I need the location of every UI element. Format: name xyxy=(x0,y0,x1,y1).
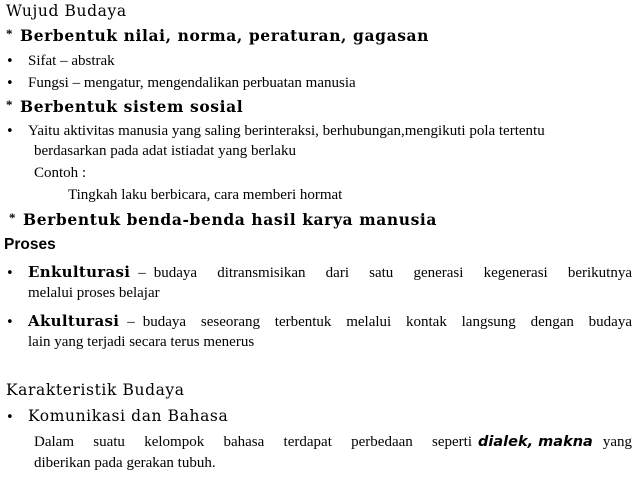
list-item-yaitu-line-2: berdasarkan pada adat istiadat yang berlaku xyxy=(34,143,296,159)
list-item-yaitu xyxy=(6,123,545,140)
section-title-karakteristik-budaya: Karakteristik Budaya xyxy=(6,381,185,399)
list-item-komunikasi xyxy=(6,407,228,425)
term-enkulturasi: Enkulturasi xyxy=(28,263,131,281)
komunikasi-line-1-italic: dialek, makna xyxy=(478,434,593,450)
star-marker: * xyxy=(6,97,14,112)
list-item-enkulturasi xyxy=(6,263,632,282)
section-title-proses: Proses xyxy=(4,236,56,253)
bullet-icon: • xyxy=(6,54,14,69)
dash: – xyxy=(127,314,135,330)
contoh-text: Tingkah laku berbicara, cara memberi hormat xyxy=(68,187,343,203)
list-item-akulturasi xyxy=(6,312,632,331)
bullet-icon: • xyxy=(6,315,14,330)
heading-berbentuk-benda-text: Berbentuk benda-benda hasil karya manusia xyxy=(23,210,438,229)
star-marker: * xyxy=(9,210,17,225)
bullet-icon: • xyxy=(6,266,14,281)
term-akulturasi: Akulturasi xyxy=(28,312,120,330)
list-item-yaitu-line-1: Yaitu aktivitas manusia yang saling berinteraksi, berhubungan,mengikuti pola tertentu xyxy=(28,123,545,139)
list-item-fungsi-text: Fungsi – mengatur, mengendalikan perbuatan manusia xyxy=(28,75,356,91)
komunikasi-paragraph-line-1 xyxy=(34,434,632,451)
akulturasi-line-1: budaya seseorang terbentuk melalui kontak langsung dengan budaya xyxy=(142,314,632,330)
heading-berbentuk-nilai-text: Berbentuk nilai, norma, peraturan, gagasan xyxy=(20,26,430,45)
bullet-icon: • xyxy=(6,76,14,91)
star-marker: * xyxy=(6,26,14,41)
heading-berbentuk-nilai xyxy=(6,26,429,45)
komunikasi-paragraph-line-2: diberikan pada gerakan tubuh. xyxy=(34,455,216,471)
heading-berbentuk-benda xyxy=(9,210,437,229)
bullet-icon: • xyxy=(6,124,14,139)
heading-berbentuk-sistem-sosial xyxy=(6,97,243,116)
komunikasi-line-1-pre: Dalam suatu kelompok bahasa terdapat perbedaan seperti xyxy=(34,434,473,450)
heading-berbentuk-sistem-sosial-text: Berbentuk sistem sosial xyxy=(20,97,244,116)
dash: – xyxy=(138,265,146,281)
akulturasi-line-2: lain yang terjadi secara terus menerus xyxy=(28,334,255,350)
list-item-sifat xyxy=(6,53,115,70)
contoh-label: Contoh : xyxy=(34,165,87,181)
enkulturasi-line-1: budaya ditransmisikan dari satu generasi kegenerasi berikutnya xyxy=(153,265,632,281)
heading-komunikasi-dan-bahasa: Komunikasi dan Bahasa xyxy=(28,407,229,425)
bullet-icon: • xyxy=(6,410,15,425)
list-item-sifat-text: Sifat – abstrak xyxy=(28,53,115,69)
section-title-wujud-budaya: Wujud Budaya xyxy=(6,2,127,20)
komunikasi-line-1-post: yang xyxy=(602,434,632,450)
list-item-fungsi xyxy=(6,75,356,92)
enkulturasi-line-2: melalui proses belajar xyxy=(28,285,160,301)
